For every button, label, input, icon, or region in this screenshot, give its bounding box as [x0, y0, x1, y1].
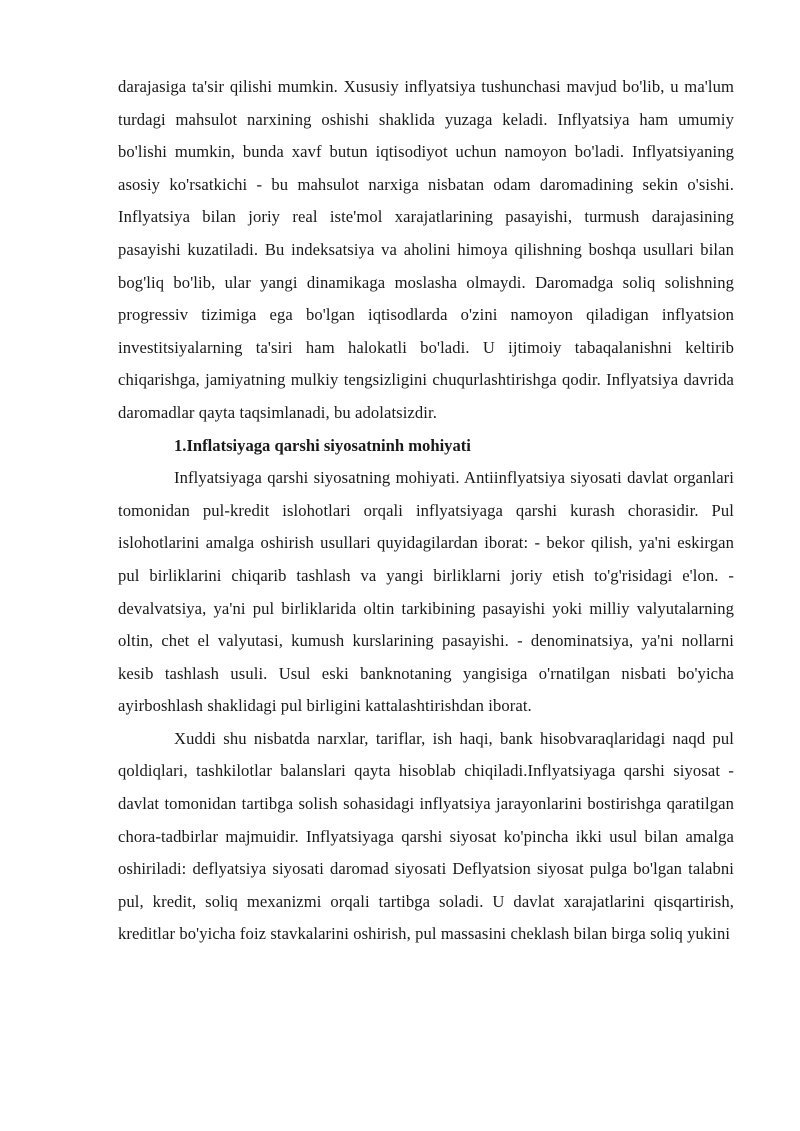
document-page — [118, 71, 734, 951]
section-heading: 1.Inflatsiyaga qarshi siyosatninh mohiyati — [174, 435, 471, 455]
body-paragraph: Inflyatsiyaga qarshi siyosatning mohiyati. Antiinflyatsiya siyosati davlat organlari tomonidan pul-kredit islohotlari orqali inflyatsiyaga qarshi kurash chorasidir. Pul islohotlarini amalga oshirish usullari quyidagilardan iborat: - bekor qilish, ya'ni eskirgan pul birliklarini chiqarib tashlash va yangi birliklarni joriy etish to'g'risidagi e'lon. - devalvatsiya, ya'ni pul birliklarida oltin tarkibining pasayishi yoki milliy valyutalarning oltin, chet el valyutasi, kumush kurslarining pasayishi. - denominatsiya, ya'ni nollarni kesib tashlash usuli. Usul eski banknotaning yangisiga o'rnatilgan nisbati bo'yicha ayirboshlash shaklidagi pul birligini kattalashtirishdan iborat. — [118, 468, 734, 716]
body-paragraph: darajasiga ta'sir qilishi mumkin. Xususiy inflyatsiya tushunchasi mavjud bo'lib, u ma'lum turdagi mahsulot narxining oshishi shaklida yuzaga keladi. Inflyatsiya ham umumiy bo'lishi mumkin, bunda xavf butun iqtisodiyot uchun namoyon bo'ladi. Inflyatsiyaning asosiy ko'rsatkichi - bu mahsulot narxiga nisbatan odam daromadining sekin o'sishi. Inflyatsiya bilan joriy real iste'mol xarajatlarining pasayishi, turmush darajasining pasayishi kuzatiladi. Bu indeksatsiya va aholini himoya qilishning boshqa usullari bilan bog'liq bo'lib, ular yangi dinamikaga moslasha olmaydi. Daromadga soliq solishning progressiv tizimiga ega bo'lgan iqtisodlarda o'zini namoyon qiladigan inflyatsion investitsiyalarning ta'siri ham halokatli bo'ladi. U ijtimoiy tabaqalanishni keltirib chiqarishga, jamiyatning mulkiy tengsizligini chuqurlashtirishga qodir. Inflyatsiya davrida daromadlar qayta taqsimlanadi, bu adolatsizdir. — [118, 77, 734, 422]
body-paragraph: Xuddi shu nisbatda narxlar, tariflar, ish haqi, bank hisobvaraqlaridagi naqd pul qoldiqlari, tashkilotlar balanslari qayta hisoblab chiqiladi.Inflyatsiyaga qarshi siyosat - davlat tomonidan tartibga solish sohasidagi inflyatsiya jarayonlarini bostirishga qaratilgan chora-tadbirlar majmuidir. Inflyatsiyaga qarshi siyosat ko'pincha ikki usul bilan amalga oshiriladi: deflyatsiya siyosati daromad siyosati Deflyatsion siyosat pulga bo'lgan talabni pul, kredit, soliq mexanizmi orqali tartibga soladi. U davlat xarajatlarini qisqartirish, kreditlar bo'yicha foiz stavkalarini oshirish, pul massasini cheklash bilan birga soliq yukini — [118, 728, 734, 944]
